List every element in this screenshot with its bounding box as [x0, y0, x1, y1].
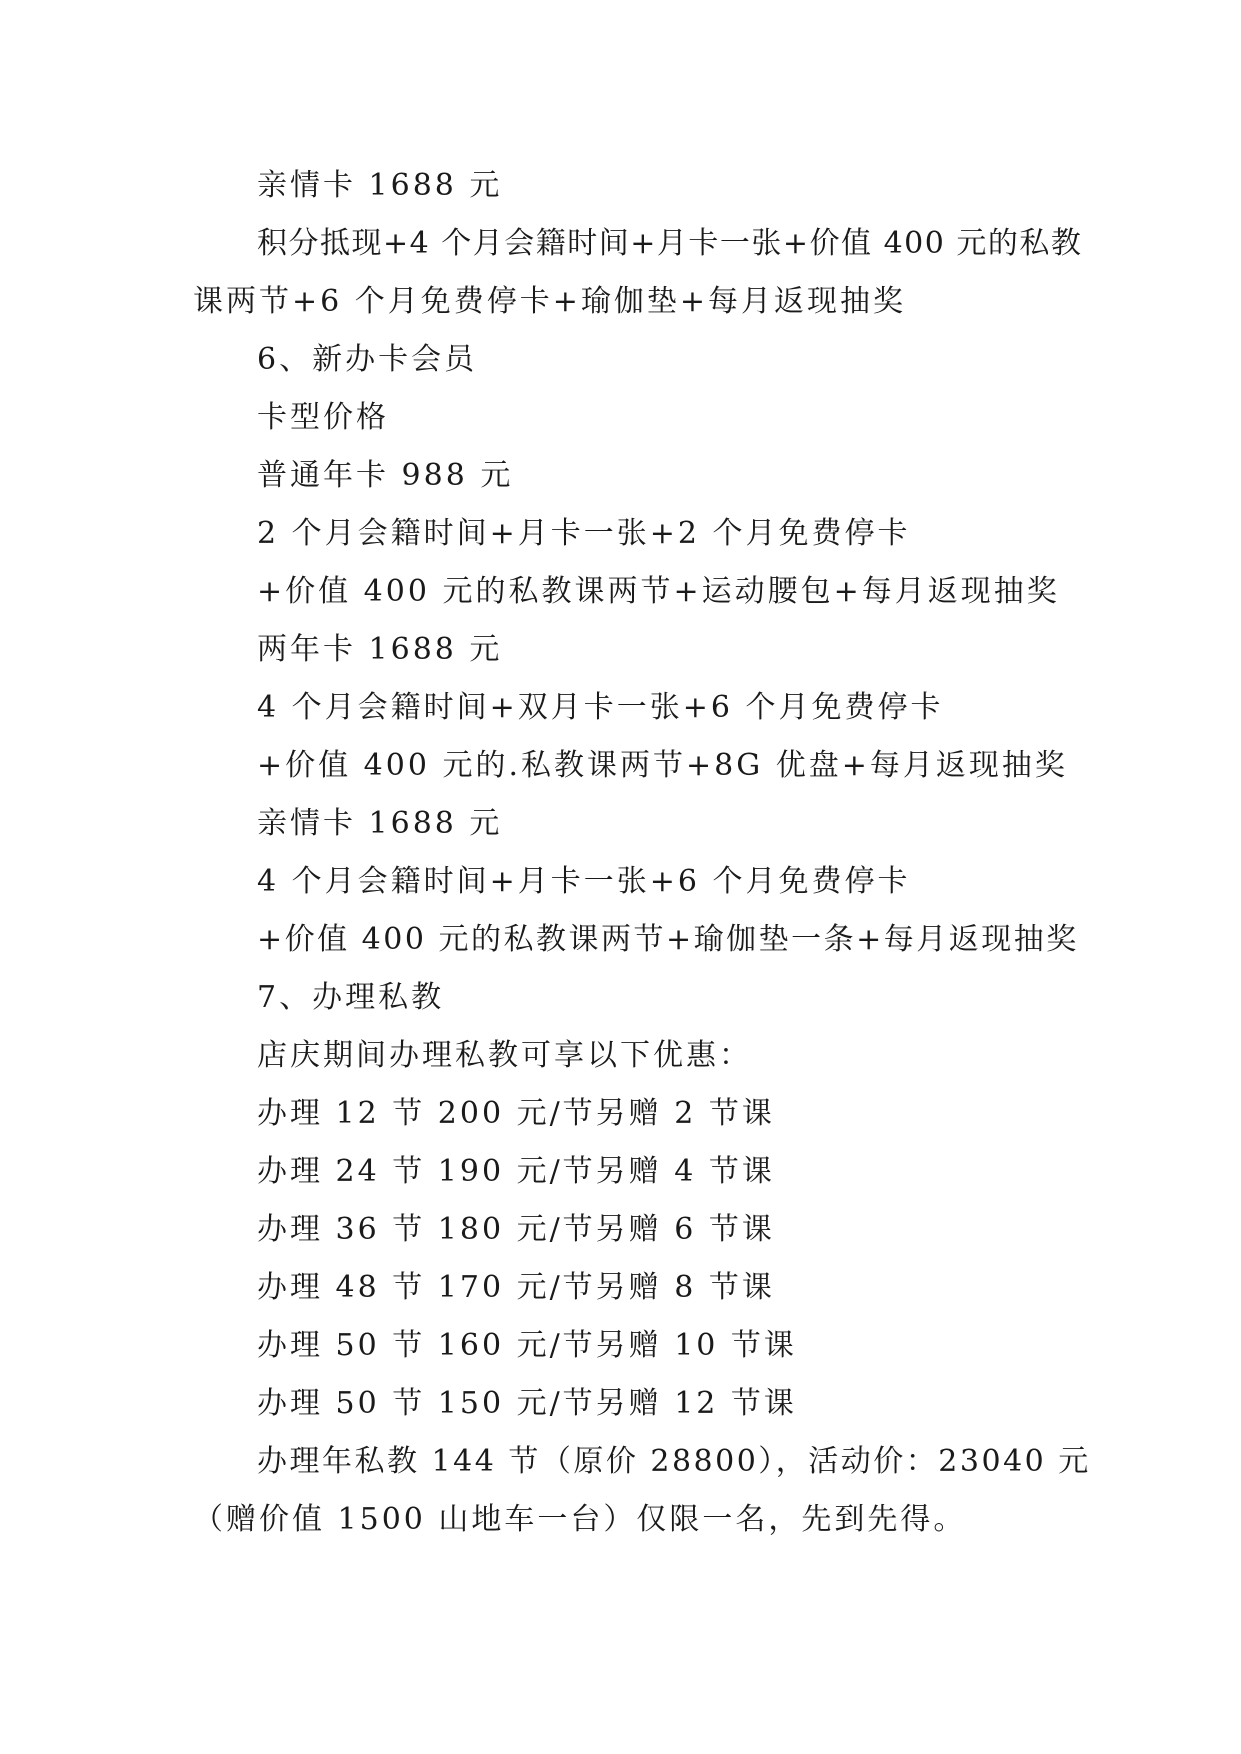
text-line: 2 个月会籍时间+月卡一张+2 个月免费停卡	[257, 516, 911, 551]
text-line: 办理年私教 144 节（原价 28800），活动价：23040 元	[257, 1444, 1091, 1479]
text-line: +价值 400 元的.私教课两节+8G 优盘+每月返现抽奖	[257, 748, 1068, 783]
text-line: 办理 24 节 190 元/节另赠 4 节课	[257, 1154, 775, 1189]
text-line: +价值 400 元的私教课两节+运动腰包+每月返现抽奖	[257, 574, 1060, 609]
section-heading: 7、办理私教	[257, 980, 445, 1015]
text-line: 4 个月会籍时间+月卡一张+6 个月免费停卡	[257, 864, 911, 899]
text-line: 办理 36 节 180 元/节另赠 6 节课	[257, 1212, 775, 1247]
text-line: 卡型价格	[257, 400, 389, 435]
text-line: 两年卡 1688 元	[257, 632, 503, 667]
text-line: 亲情卡 1688 元	[257, 806, 503, 841]
text-line: 办理 50 节 150 元/节另赠 12 节课	[257, 1386, 797, 1421]
text-line: 办理 48 节 170 元/节另赠 8 节课	[257, 1270, 775, 1305]
text-line: 积分抵现+4 个月会籍时间+月卡一张+价值 400 元的私教	[257, 226, 1083, 261]
text-line: 普通年卡 988 元	[257, 458, 514, 493]
text-line: （赠价值 1500 山地车一台）仅限一名，先到先得。	[193, 1502, 967, 1537]
text-line: 亲情卡 1688 元	[257, 168, 503, 203]
section-heading: 6、新办卡会员	[257, 342, 478, 377]
text-line: 课两节+6 个月免费停卡+瑜伽垫+每月返现抽奖	[193, 284, 907, 319]
text-line: 店庆期间办理私教可享以下优惠：	[257, 1038, 752, 1073]
text-line: 办理 50 节 160 元/节另赠 10 节课	[257, 1328, 797, 1363]
text-line: +价值 400 元的私教课两节+瑜伽垫一条+每月返现抽奖	[257, 922, 1079, 957]
text-line: 4 个月会籍时间+双月卡一张+6 个月免费停卡	[257, 690, 944, 725]
text-line: 办理 12 节 200 元/节另赠 2 节课	[257, 1096, 775, 1131]
